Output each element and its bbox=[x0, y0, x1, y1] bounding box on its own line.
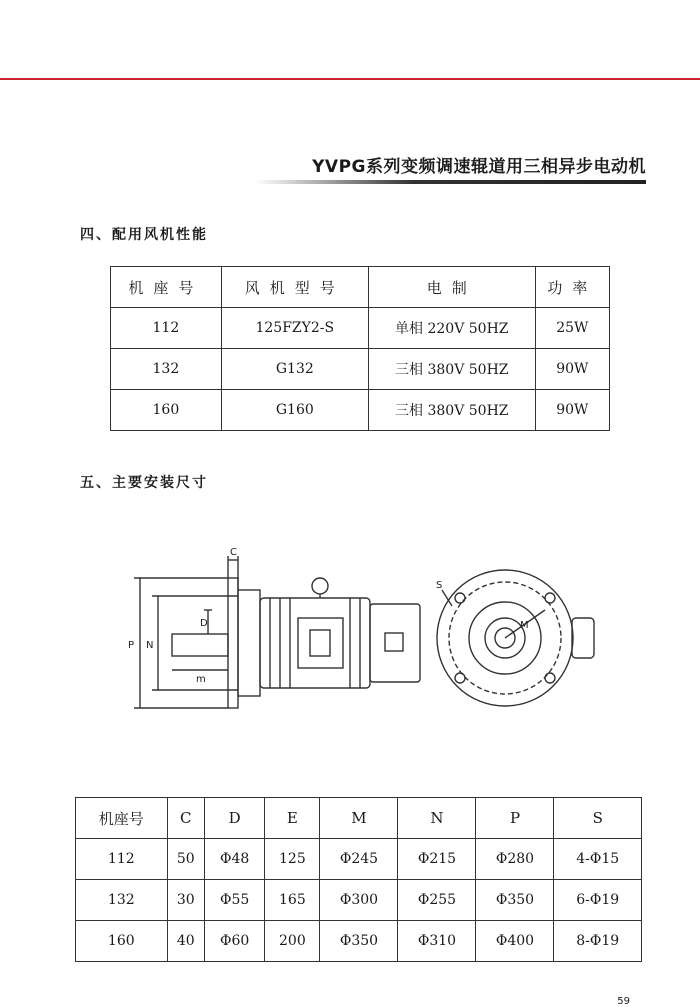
flange-outline bbox=[228, 578, 238, 708]
table-cell: 三相 380V 50HZ bbox=[368, 349, 535, 390]
section-heading-dimensions: 五、主要安装尺寸 bbox=[80, 475, 208, 491]
table-row bbox=[111, 390, 610, 431]
installation-dimensions-table bbox=[75, 797, 642, 962]
title-underline bbox=[256, 180, 646, 184]
table-cell: 90W bbox=[535, 349, 609, 390]
dim-label-d: D bbox=[200, 618, 208, 629]
dim-label-m: M bbox=[520, 620, 529, 631]
table-cell: 125FZY2-S bbox=[221, 308, 368, 349]
table-cell: 160 bbox=[76, 921, 168, 962]
table-cell: Φ280 bbox=[476, 839, 554, 880]
header-cell: C bbox=[167, 798, 204, 839]
fan-cover bbox=[370, 604, 420, 682]
table-cell: Φ245 bbox=[320, 839, 398, 880]
table-cell: 40 bbox=[167, 921, 204, 962]
header-cell: 风机型号 bbox=[221, 267, 368, 308]
table-cell: 三相 380V 50HZ bbox=[368, 390, 535, 431]
table-cell: Φ255 bbox=[398, 880, 476, 921]
document-title: YVPG系列变频调速辊道用三相异步电动机 bbox=[312, 157, 646, 177]
motor-dimension-drawing bbox=[120, 548, 600, 728]
table-cell: 单相 220V 50HZ bbox=[368, 308, 535, 349]
table-cell: 4-Φ15 bbox=[554, 839, 642, 880]
end-view-terminal-box bbox=[572, 618, 594, 658]
table-cell: 90W bbox=[535, 390, 609, 431]
table-cell: 112 bbox=[76, 839, 168, 880]
table-cell: 50 bbox=[167, 839, 204, 880]
table-cell: Φ60 bbox=[205, 921, 265, 962]
shaft-outline bbox=[172, 634, 228, 656]
table-cell: 8-Φ19 bbox=[554, 921, 642, 962]
table-row bbox=[76, 880, 642, 921]
table-cell: 132 bbox=[111, 349, 222, 390]
dim-label-n: N bbox=[146, 640, 154, 651]
table-cell: 132 bbox=[76, 880, 168, 921]
section-heading-fan: 四、配用风机性能 bbox=[80, 227, 208, 243]
lifting-eye bbox=[312, 578, 328, 594]
table-cell: 30 bbox=[167, 880, 204, 921]
dim-label-c: C bbox=[230, 548, 237, 558]
table-row bbox=[76, 839, 642, 880]
table-header-row bbox=[76, 798, 642, 839]
page-number: 59 bbox=[617, 996, 630, 1007]
fan-performance-table bbox=[110, 266, 610, 431]
header-cell: M bbox=[320, 798, 398, 839]
header-cell: N bbox=[398, 798, 476, 839]
table-cell: Φ55 bbox=[205, 880, 265, 921]
table-row bbox=[111, 349, 610, 390]
terminal-box bbox=[298, 618, 343, 668]
table-cell: G132 bbox=[221, 349, 368, 390]
table-row bbox=[76, 921, 642, 962]
table-cell: 200 bbox=[265, 921, 320, 962]
table-cell: Φ48 bbox=[205, 839, 265, 880]
header-cell: 电制 bbox=[368, 267, 535, 308]
header-cell: 功率 bbox=[535, 267, 609, 308]
table-cell: 6-Φ19 bbox=[554, 880, 642, 921]
table-cell: 165 bbox=[265, 880, 320, 921]
header-cell: D bbox=[205, 798, 265, 839]
header-red-rule bbox=[0, 78, 700, 80]
table-cell: 160 bbox=[111, 390, 222, 431]
motor-body bbox=[260, 598, 370, 688]
dim-label-s: S bbox=[436, 580, 443, 591]
table-cell: 25W bbox=[535, 308, 609, 349]
table-cell: Φ300 bbox=[320, 880, 398, 921]
table-cell: Φ400 bbox=[476, 921, 554, 962]
table-cell: 112 bbox=[111, 308, 222, 349]
dim-label-e: m bbox=[196, 674, 206, 685]
header-cell: P bbox=[476, 798, 554, 839]
table-cell: Φ310 bbox=[398, 921, 476, 962]
header-cell: 机座号 bbox=[76, 798, 168, 839]
table-header-row bbox=[111, 267, 610, 308]
table-cell: 125 bbox=[265, 839, 320, 880]
table-row bbox=[111, 308, 610, 349]
table-cell: Φ350 bbox=[476, 880, 554, 921]
dim-label-p: P bbox=[128, 640, 135, 651]
table-cell: Φ215 bbox=[398, 839, 476, 880]
header-cell: S bbox=[554, 798, 642, 839]
header-cell: 机座号 bbox=[111, 267, 222, 308]
table-cell: G160 bbox=[221, 390, 368, 431]
table-cell: Φ350 bbox=[320, 921, 398, 962]
header-cell: E bbox=[265, 798, 320, 839]
flange-spigot bbox=[238, 590, 260, 696]
